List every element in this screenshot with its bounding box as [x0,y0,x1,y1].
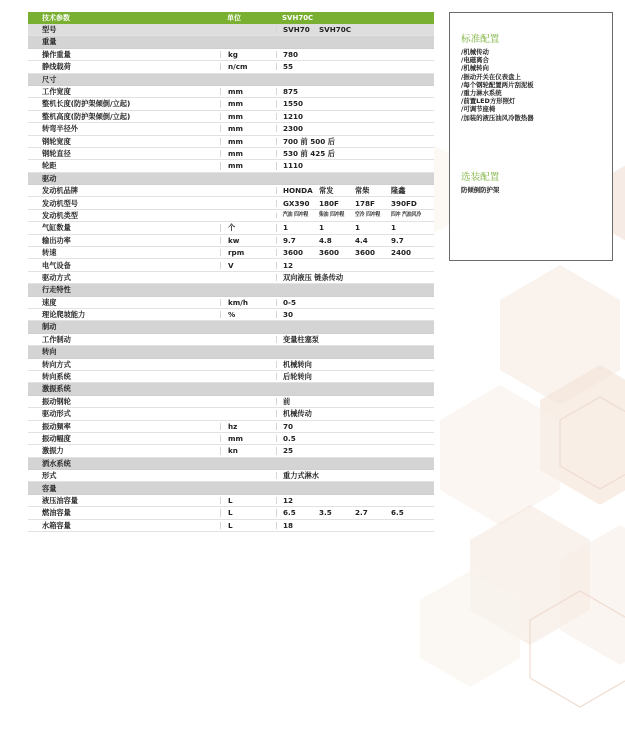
param-value: 1550 [283,99,304,109]
param-value: 3600 [319,248,340,258]
param-value: 常发 [319,186,334,196]
param-unit: mm [220,162,276,169]
header-model-text: SVH70C [282,13,314,22]
param-value: 9.7 [283,235,296,245]
param-unit: mm [220,150,276,157]
spec-table [28,12,434,532]
param-label: 速度 [42,297,57,307]
param-unit: kw [220,237,276,244]
optional-config-list [461,186,611,194]
param-value: GX390 [283,198,310,208]
param-value: 12 [283,260,294,270]
param-label: 振动钢轮 [42,396,71,406]
spec-row [28,222,434,234]
header-model [276,15,434,22]
param-value: 2.7 [355,508,368,518]
param-value: 6.5 [391,508,404,518]
param-label: 转向系统 [42,372,71,382]
config-item: /机械转向 [461,64,489,73]
param-value: 12 [283,495,294,505]
spec-row [28,148,434,160]
param-unit: mm [220,435,276,442]
param-value: 常柴 [355,186,370,196]
optional-config-title: 选装配置 [461,172,500,183]
param-label: 发动机型号 [42,198,78,208]
param-label: 发动机类型 [42,210,78,220]
spec-row [28,272,434,284]
param-value: 1110 [283,161,304,171]
param-label: 转弯半径外 [42,124,78,134]
param-values [276,497,434,504]
param-value: 1 [355,223,361,233]
param-value: SVH70 [283,25,310,35]
param-unit: n/cm [220,63,276,70]
param-value: 3600 [283,248,304,258]
param-label: 气缸数量 [42,223,71,233]
param-label: 整机长度(防护架倾倒/立起) [42,99,131,109]
param-values [276,249,434,256]
param-unit: mm [220,88,276,95]
param-label: 整机高度(防护架倾倒/立起) [42,111,131,121]
section-row [28,383,434,395]
param-label: 电气设备 [42,260,71,270]
param-values [276,447,434,454]
spec-row [28,309,434,321]
param-value: 700 前 500 后 [283,136,335,146]
param-value: 875 [283,87,299,97]
param-values [276,51,434,58]
section-row [28,346,434,358]
param-values [276,26,434,33]
param-value: 变量柱塞泵 [283,334,319,344]
spec-row [28,136,434,148]
section-row [28,458,434,470]
param-value: 180F [319,198,339,208]
config-panel [449,12,613,261]
param-label: 钢轮直径 [42,149,71,158]
spec-row [28,61,434,73]
param-unit: mm [220,125,276,132]
param-value: HONDA [283,186,313,196]
spec-row [28,49,434,61]
config-item: /电磁离合 [461,56,489,65]
param-value: 1 [319,223,325,233]
param-value: 3.5 [319,508,332,518]
config-item: /加装的液压油风冷散热器 [461,113,534,122]
param-unit: hz [220,423,276,430]
param-label: 型号 [42,25,57,35]
param-values [276,150,434,157]
param-label: 转速 [42,248,57,258]
param-values [276,336,434,343]
section-row [28,482,434,494]
param-value: 前 [283,396,291,406]
param-values [276,113,434,120]
param-value: 3600 [355,248,376,258]
config-item: /振动开关在仪表盘上 [461,72,521,81]
param-value: 4.4 [355,235,368,245]
param-value: 双向液压 链条传动 [283,272,344,282]
param-values [276,200,434,207]
spec-row [28,507,434,519]
spec-row [28,210,434,222]
param-values [276,224,434,231]
param-value: 汽油 四冲程 [283,211,309,218]
param-value: 9.7 [391,235,404,245]
param-unit: mm [220,138,276,145]
config-item: /每个钢轮配置两片刮泥板 [461,80,534,89]
param-label: 驱动方式 [42,272,71,282]
section-row [28,173,434,185]
header-unit: 单位 [227,13,241,22]
param-values [276,423,434,430]
param-values [276,435,434,442]
header-params: 技术参数 [42,13,70,22]
param-value: 55 [283,62,294,72]
config-item: /重力淋水系统 [461,89,502,98]
param-values [276,237,434,244]
param-values [276,125,434,132]
param-value: 178F [355,198,375,208]
param-values [276,88,434,95]
spec-row [28,470,434,482]
spec-table-body [28,24,434,532]
spec-row [28,123,434,135]
param-label: 工作制动 [42,334,71,344]
section-label: 转向 [42,347,57,357]
param-value: 530 前 425 后 [283,149,335,158]
param-value: 后轮转向 [283,372,312,382]
spec-row [28,297,434,309]
param-value: 机械传动 [283,409,312,419]
param-value: SVH70C [319,25,352,35]
section-label: 容量 [42,483,57,493]
param-value: 25 [283,446,294,456]
spec-row [28,520,434,532]
param-value: 4.8 [319,235,332,245]
param-value: 1210 [283,111,304,121]
section-row [28,36,434,48]
param-values [276,472,434,479]
param-label: 水箱容量 [42,520,71,530]
spec-table-header [28,12,434,24]
spec-row [28,259,434,271]
param-value: 780 [283,49,299,59]
param-value: 机械转向 [283,359,312,369]
param-label: 钢轮宽度 [42,136,71,146]
param-values [276,274,434,281]
param-label: 理论爬坡能力 [42,310,86,320]
spec-row [28,98,434,110]
param-value: 2400 [391,248,412,258]
spec-row [28,445,434,457]
spec-row [28,408,434,420]
param-values [276,162,434,169]
section-row [28,74,434,86]
param-values [276,398,434,405]
param-values [276,299,434,306]
param-unit: kn [220,447,276,454]
param-values [276,187,434,194]
spec-row [28,24,434,36]
param-value: 0.5 [283,433,296,443]
spec-row [28,197,434,209]
spec-row [28,421,434,433]
param-value: 空冷 四冲程 [355,211,381,218]
param-unit: rpm [220,249,276,256]
param-label: 驱动形式 [42,409,71,419]
param-value: 柴油 四冲程 [319,211,345,218]
param-label: 形式 [42,471,57,481]
param-value: 18 [283,520,294,530]
param-value: 1 [391,223,397,233]
param-unit: kg [220,51,276,58]
param-value: 1 [283,223,289,233]
spec-row [28,185,434,197]
param-value: 30 [283,310,294,320]
param-label: 静线载荷 [42,62,71,72]
config-item: /机械传动 [461,48,489,56]
section-row [28,321,434,333]
spec-row [28,86,434,98]
param-value: 2300 [283,124,304,134]
spec-row [28,247,434,259]
section-label: 尺寸 [42,74,57,84]
param-value: 70 [283,421,294,431]
spec-row [28,371,434,383]
param-label: 振动幅度 [42,433,71,443]
param-values [276,63,434,70]
spec-row [28,433,434,445]
section-label: 洒水系统 [42,458,71,468]
param-unit: L [220,522,276,529]
param-values [276,509,434,516]
section-row [28,284,434,296]
param-label: 液压油容量 [42,495,78,505]
param-values [276,373,434,380]
param-label: 操作重量 [42,49,71,59]
param-label: 发动机品牌 [42,186,78,196]
param-values [276,311,434,318]
param-unit: % [220,311,276,318]
spec-row [28,359,434,371]
section-label: 行走特性 [42,285,71,295]
param-unit: 个 [220,224,276,231]
param-values [276,138,434,145]
section-label: 制动 [42,322,57,332]
config-item: 防倾倒防护架 [461,186,500,194]
spec-row [28,396,434,408]
param-label: 振动频率 [42,421,71,431]
param-values [276,262,434,269]
param-values [276,213,434,219]
section-label: 重量 [42,37,57,47]
param-values [276,361,434,368]
standard-config-title: 标准配置 [461,34,500,45]
param-values [276,100,434,107]
param-value: 重力式淋水 [283,471,319,481]
config-item: /前置LED方形照灯 [461,97,516,106]
param-unit: L [220,497,276,504]
param-label: 转向方式 [42,359,71,369]
param-value: 390FD [391,198,417,208]
param-label: 燃油容量 [42,508,71,518]
param-unit: mm [220,113,276,120]
param-value: 6.5 [283,508,296,518]
spec-row [28,160,434,172]
standard-config-list [461,48,611,122]
param-unit: km/h [220,299,276,306]
param-label: 激振力 [42,446,64,456]
param-value: 0-5 [283,297,296,307]
param-values [276,410,434,417]
spec-row [28,334,434,346]
param-label: 工作宽度 [42,87,71,97]
section-label: 激振系统 [42,384,71,394]
param-unit: mm [220,100,276,107]
spec-row [28,111,434,123]
param-value: 四冲 汽油风冷 [391,211,422,218]
param-unit: V [220,262,276,269]
section-label: 驱动 [42,173,57,183]
param-unit: L [220,509,276,516]
param-label: 轮距 [42,161,57,171]
spec-row [28,495,434,507]
spec-row [28,235,434,247]
config-item: /可调节座椅 [461,105,496,114]
param-label: 输出功率 [42,235,71,245]
param-values [276,522,434,529]
param-value: 隆鑫 [391,186,406,196]
